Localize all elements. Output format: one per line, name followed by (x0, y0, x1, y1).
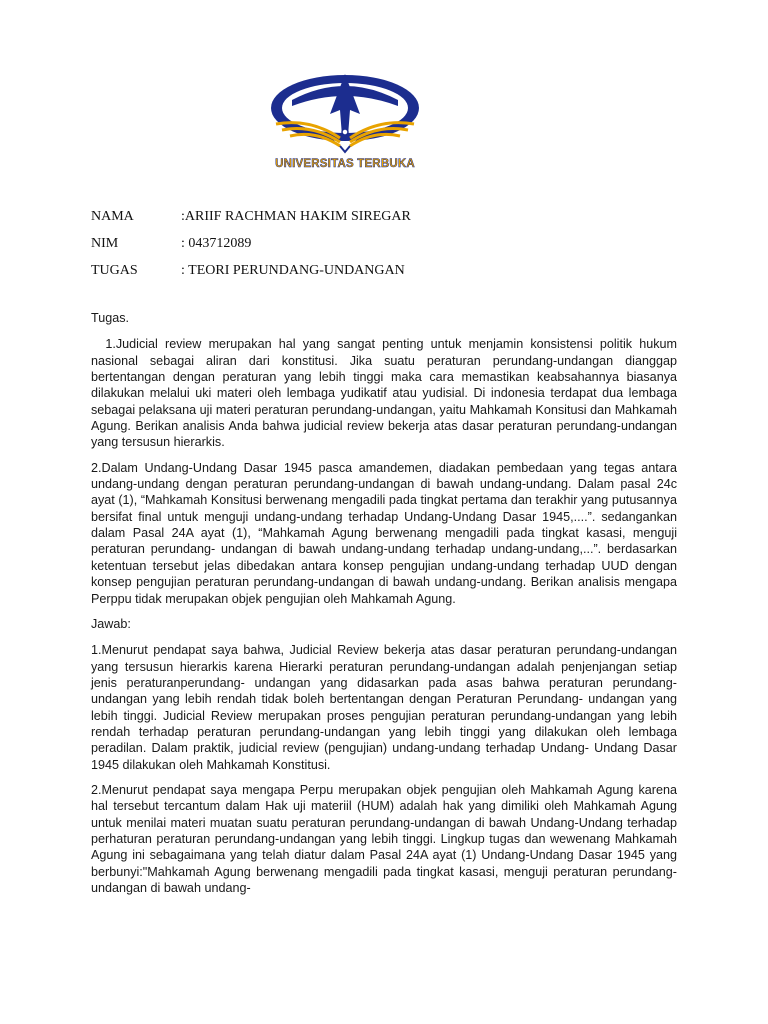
jawab-answer-2: 2.Menurut pendapat saya mengapa Perpu merupakan objek pengujian oleh Mahkamah Agung karena hal tersebut tercantum dalam Hak uji materiil (HUM) adalah hak yang dimiliki oleh Mahkamah Agung untuk menilai materi muatan suatu peraturan perundang-undangan di bawah Undang-Undang terhadap perhaturan peraturan perundang-undangan yang lebih tinggi. Lingkup tugas dan wewenang Mahkamah Agung ini sebagaimana yang telah diatur dalam Pasal 24A ayat (1) Undang-Undang Dasar 1945 yang berbunyi:"Mahkamah Agung berwenang mengadili pada tingkat kasasi, menguji peraturan perundang- undangan di bawah undang- (91, 782, 677, 895)
university-logo (262, 66, 428, 176)
tugas-question-1: 1.Judicial review merupakan hal yang sangat penting untuk menjamin konsistensi politik hukum nasional sebagai aliran dari konstitusi. Jika suatu peraturan perundang-undangan dianggap bertentangan dengan peraturan yang lebih tinggi maka cara memastikan keabsahannya biasanya dilakukan melalui uki materi oleh lembaga yudikatif atau yudisial. Di indonesia terdapat dua lembaga sebagai pelaksana uji materi peraturan perundang-undangan, yaitu Mahkamah Konsitusi dan Mahkamah Agung. Berikan analisis Anda bahwa judicial review bekerja atas dasar peraturan perundang-undangan yang tersusun hierarkis. (91, 337, 681, 450)
university-emblem-icon (262, 66, 428, 158)
logo-text: UNIVERSITAS TERBUKA (275, 158, 415, 170)
document-body (91, 310, 681, 905)
identity-row-tugas (91, 257, 411, 284)
tugas-heading: Tugas. (91, 311, 130, 325)
identity-key: TUGAS (91, 262, 138, 278)
tugas-question-2: 2.Dalam Undang-Undang Dasar 1945 pasca amandemen, diadakan pembedaan yang tegas antara undang-undang dengan peraturan perundang-undangan di bawah undang-undang. Dalam pasal 24c ayat (1), “Mahkamah Konsitusi berwenang mengadili pada tingkat pertama dan terakhir yang putusannya bersifat final untuk menguji undang-undang terhadap Undang-Undang Dasar 1945,....”. sedangankan dalam Pasal 24A ayat (1), “Mahkamah Agung berwenang mengadili pada tingkat kasasi, menguji peraturan perundang- undangan di bawah undang-undang terhadap undang-undang,...”. berdasarkan ketentuan tersebut jelas dibedakan antara konsep pengujian undang-undang terhadap UUD dengan konsep pengujian peraturan perundang-undangan di bawah undang-undang. Berikan analisis mengapa Perppu tidak merupakan objek pengujian oleh Mahkamah Agung. (91, 460, 677, 606)
student-identity (91, 203, 411, 284)
identity-value: :ARIIF RACHMAN HAKIM SIREGAR (181, 208, 411, 224)
jawab-answer-1: 1.Menurut pendapat saya bahwa, Judicial Review bekerja atas dasar peraturan perundang-undangan yang tersusun hierarkis karena Hierarki peraturan perundang-undangan adalah penjenjangan setiap jenis peraturanperundang- undangan yang didasarkan pada asas bahwa peraturan perundang-undangan yang lebih rendah tidak boleh bertentangan dengan Peraturan Perundang- undangan yang lebih tinggi. Judicial Review merupakan proses pengujian peraturan perundang-undangan yang lebih rendah terhadap peraturan perundang-undangan yang lebih tinggi yang dilakukan oleh lembaga peradilan. Dalam praktik, judicial review (pengujian) undang-undang terhadap Undang- Undang Dasar 1945 dilakukan oleh Mahkamah Konstitusi. (91, 643, 677, 772)
identity-row-nama (91, 203, 411, 230)
jawab-heading: Jawab: (91, 616, 131, 631)
identity-value: : 043712089 (181, 235, 252, 251)
identity-row-nim (91, 230, 411, 257)
identity-key: NAMA (91, 208, 134, 224)
identity-key: NIM (91, 235, 119, 251)
identity-value: : TEORI PERUNDANG-UNDANGAN (181, 262, 405, 278)
